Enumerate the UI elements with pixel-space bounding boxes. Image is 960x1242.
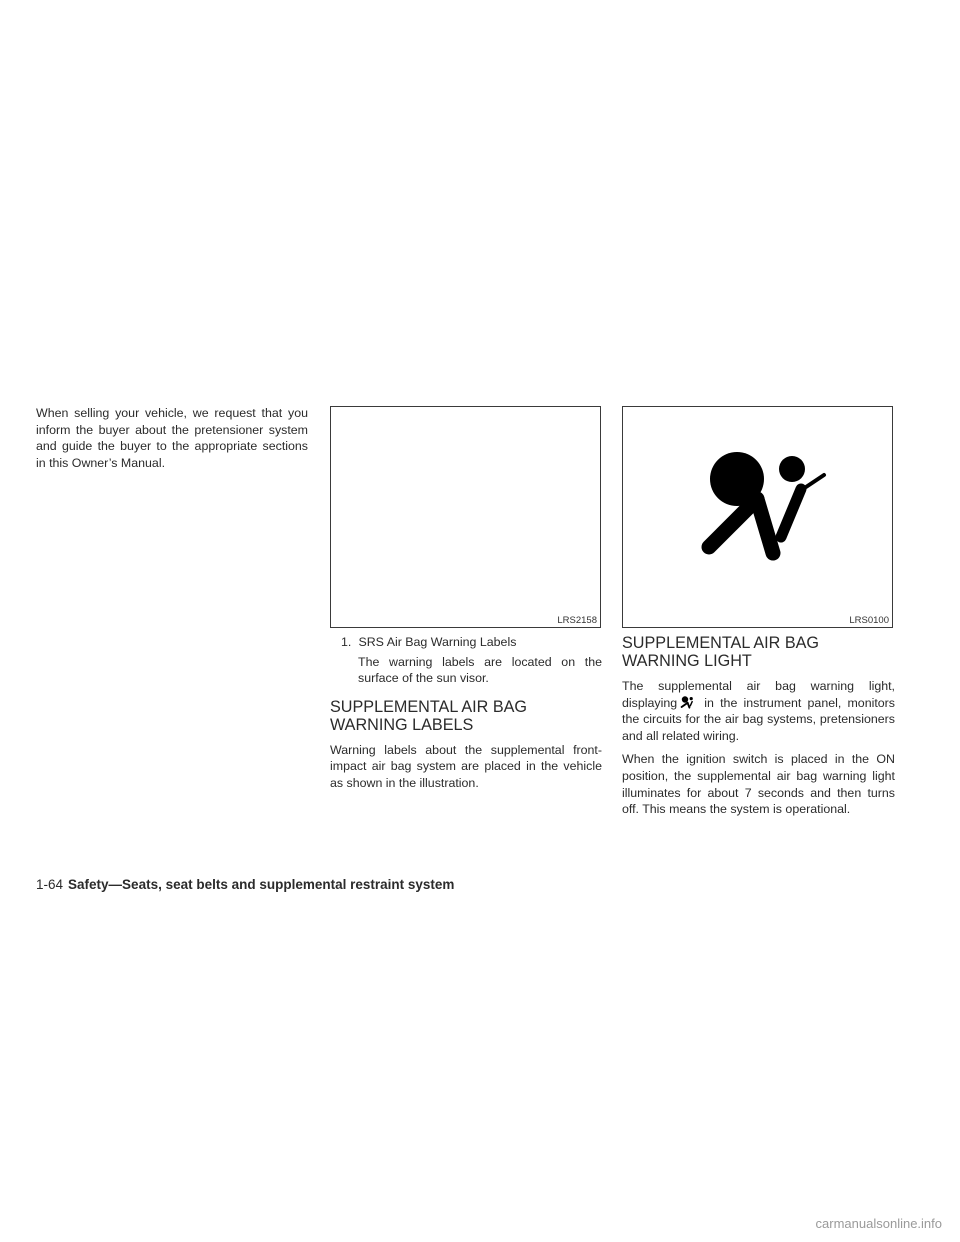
figure-list-item — [330, 634, 602, 651]
warning-labels-figure — [330, 406, 601, 628]
column-3 — [622, 406, 895, 818]
column-1 — [36, 405, 308, 471]
warning-labels-heading-line2: WARNING LABELS — [330, 715, 474, 734]
intro-paragraph: When selling your vehicle, we request that you inform the buyer about the pretensioner system and guide the buyer to the appropriate sections in this Owner’s Manual. — [36, 406, 308, 470]
warning-light-text-before-icon: The supplemental air bag warning light, displaying — [622, 679, 895, 710]
column-2 — [330, 406, 602, 792]
warning-light-heading-line2: WARNING LIGHT — [622, 652, 752, 670]
page-number: 1-64 — [36, 877, 64, 892]
air-bag-warning-icon — [623, 407, 893, 628]
page-footer — [36, 877, 454, 893]
air-bag-inline-icon — [679, 695, 697, 709]
figure-code-labels: LRS2158 — [557, 615, 597, 626]
warning-light-paragraph-1 — [622, 678, 895, 744]
list-item-number: 1. — [341, 635, 352, 649]
list-item-title: SRS Air Bag Warning Labels — [358, 635, 517, 649]
warning-labels-heading-line1: SUPPLEMENTAL AIR BAG — [330, 697, 528, 716]
warning-light-text-after-icon: in the instrument panel, monitors the circuits for the air bag systems, pretensioners and all related wiring. — [622, 695, 895, 743]
warning-light-heading-line1: SUPPLEMENTAL AIR BAG — [622, 634, 820, 652]
warning-light-figure — [622, 406, 893, 628]
warning-labels-heading — [330, 698, 602, 734]
list-item-description: The warning labels are located on the surface of the sun visor. — [358, 654, 602, 686]
figure-code-light: LRS0100 — [849, 615, 889, 626]
footer-section-title: Safety—Seats, seat belts and supplemental restraint system — [68, 877, 455, 892]
warning-light-paragraph-2: When the ignition switch is placed in the ON position, the supplemental air bag warning light illuminates for about 7 seconds and then turns off. This means the system is operational. — [622, 752, 895, 817]
warning-light-heading — [622, 634, 895, 670]
warning-labels-paragraph: Warning labels about the supplemental front-impact air bag system are placed in the vehicle as shown in the illustration. — [330, 742, 602, 790]
watermark: carmanualsonline.info — [815, 1216, 942, 1231]
